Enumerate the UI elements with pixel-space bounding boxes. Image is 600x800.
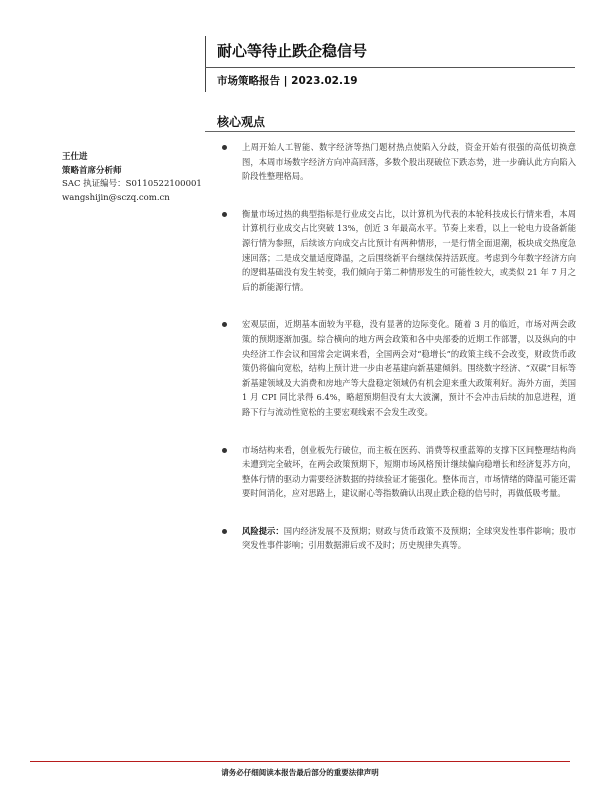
analyst-email[interactable]: wangshijin@sczq.com.cn xyxy=(62,192,170,203)
bullet-dot-icon xyxy=(222,212,227,217)
report-subtitle: 市场策略报告 | 2023.02.19 xyxy=(217,75,358,87)
key-points-list xyxy=(218,140,576,553)
risk-text: 国内经济发展不及预期；财政与货币政策不及预期；全球突发性事件影响；股市突发性事件影响；引用数据滞后或不及时；历史规律失真等。 xyxy=(242,525,576,551)
bullet-dot-icon xyxy=(222,529,227,534)
key-point xyxy=(218,443,576,501)
analyst-sac-number: SAC 执证编号：S0110522100001 xyxy=(62,179,202,189)
footer-disclaimer: 请务必仔细阅读本报告最后部分的重要法律声明 xyxy=(221,768,379,777)
key-point xyxy=(218,207,576,295)
key-point-text: 市场结构来看，创业板先行破位，而主板在医药、消费等权重蓝筹的支撑下区间整理结构尚未遭到完全破坏，在两会政策预期下，短期市场风格预计继续偏向稳增长和经济复苏方向，整体行情的驱动力需要经济数据的持续验证才能强化。整体而言，市场情绪的降温可能还需要时间消化，应对思路上，建议耐心等指数确认出现止跌企稳的信号时，再做低吸考量。 xyxy=(242,444,576,499)
key-point-text: 上周开始人工智能、数字经济等热门题材热点使陷入分歧，资金开始有很强的高低切换意图，本周市场数字经济方向冲高回落，多数个股出现破位下跌态势，进一步确认此方向陷入阶段性整理格局。 xyxy=(242,142,576,182)
header-vertical-rule xyxy=(205,36,206,92)
analyst-role: 策略首席分析师 xyxy=(62,165,122,176)
risk-label: 风险提示： xyxy=(242,525,284,536)
section-rule xyxy=(205,131,575,132)
analyst-info xyxy=(62,151,202,205)
analyst-name: 王仕进 xyxy=(62,152,88,162)
key-point-text: 宏观层面，近期基本面较为平稳，没有显著的边际变化。随着 3 月的临近，市场对两会政策的预期逐渐加强。综合横向的地方两会政策和各中央部委的近期工作部署，以及纵向的中央经济工作会议和国常会定调来看，全国两会对“稳增长”的政策主线不会改变，财政货币政策仍将偏向宽松，结构上预计进一步由老基建向新基建倾斜。围绕数字经济、“双碳”目标等新基建领域及大消费和房地产等大盘稳定领域仍有机会迎来重大政策利好。海外方面，美国 1 月 CPI 同比录得 6.4%，略超预期但没有太大波澜，预计不会冲击后续的加息进程，道路下行与流动性宽松的主要宏观线索不会发生改变。 xyxy=(242,319,576,417)
key-point xyxy=(218,140,576,184)
report-title: 耐心等待止跌企稳信号 xyxy=(217,42,368,60)
header-rule xyxy=(205,67,575,68)
key-point xyxy=(218,317,576,419)
risk-point xyxy=(218,524,576,553)
footer-rule xyxy=(30,761,570,762)
bullet-dot-icon xyxy=(222,322,227,327)
section-title: 核心观点 xyxy=(217,115,266,129)
key-point-text: 衡量市场过热的典型指标是行业成交占比，以计算机为代表的本轮科技成长行情来看，本周计算机行业成交占比突破 13%，创近 3 年最高水平。节奏上来看，以上一轮电力设备新能源行情为参照，后续该方向成交占比预计有两种情形，一是行情全面退潮，板块成交热度急速回落；二是成交量适度降温，之后围绕新平台继续保持活跃度。考虑到今年数字经济方向的逻辑基础没有发生转变，我们倾向于第二种情形发生的可能性较大，或类似 21 年 7 月之后的新能源行情。 xyxy=(242,208,576,292)
bullet-dot-icon xyxy=(222,145,227,150)
bullet-dot-icon xyxy=(222,448,227,453)
